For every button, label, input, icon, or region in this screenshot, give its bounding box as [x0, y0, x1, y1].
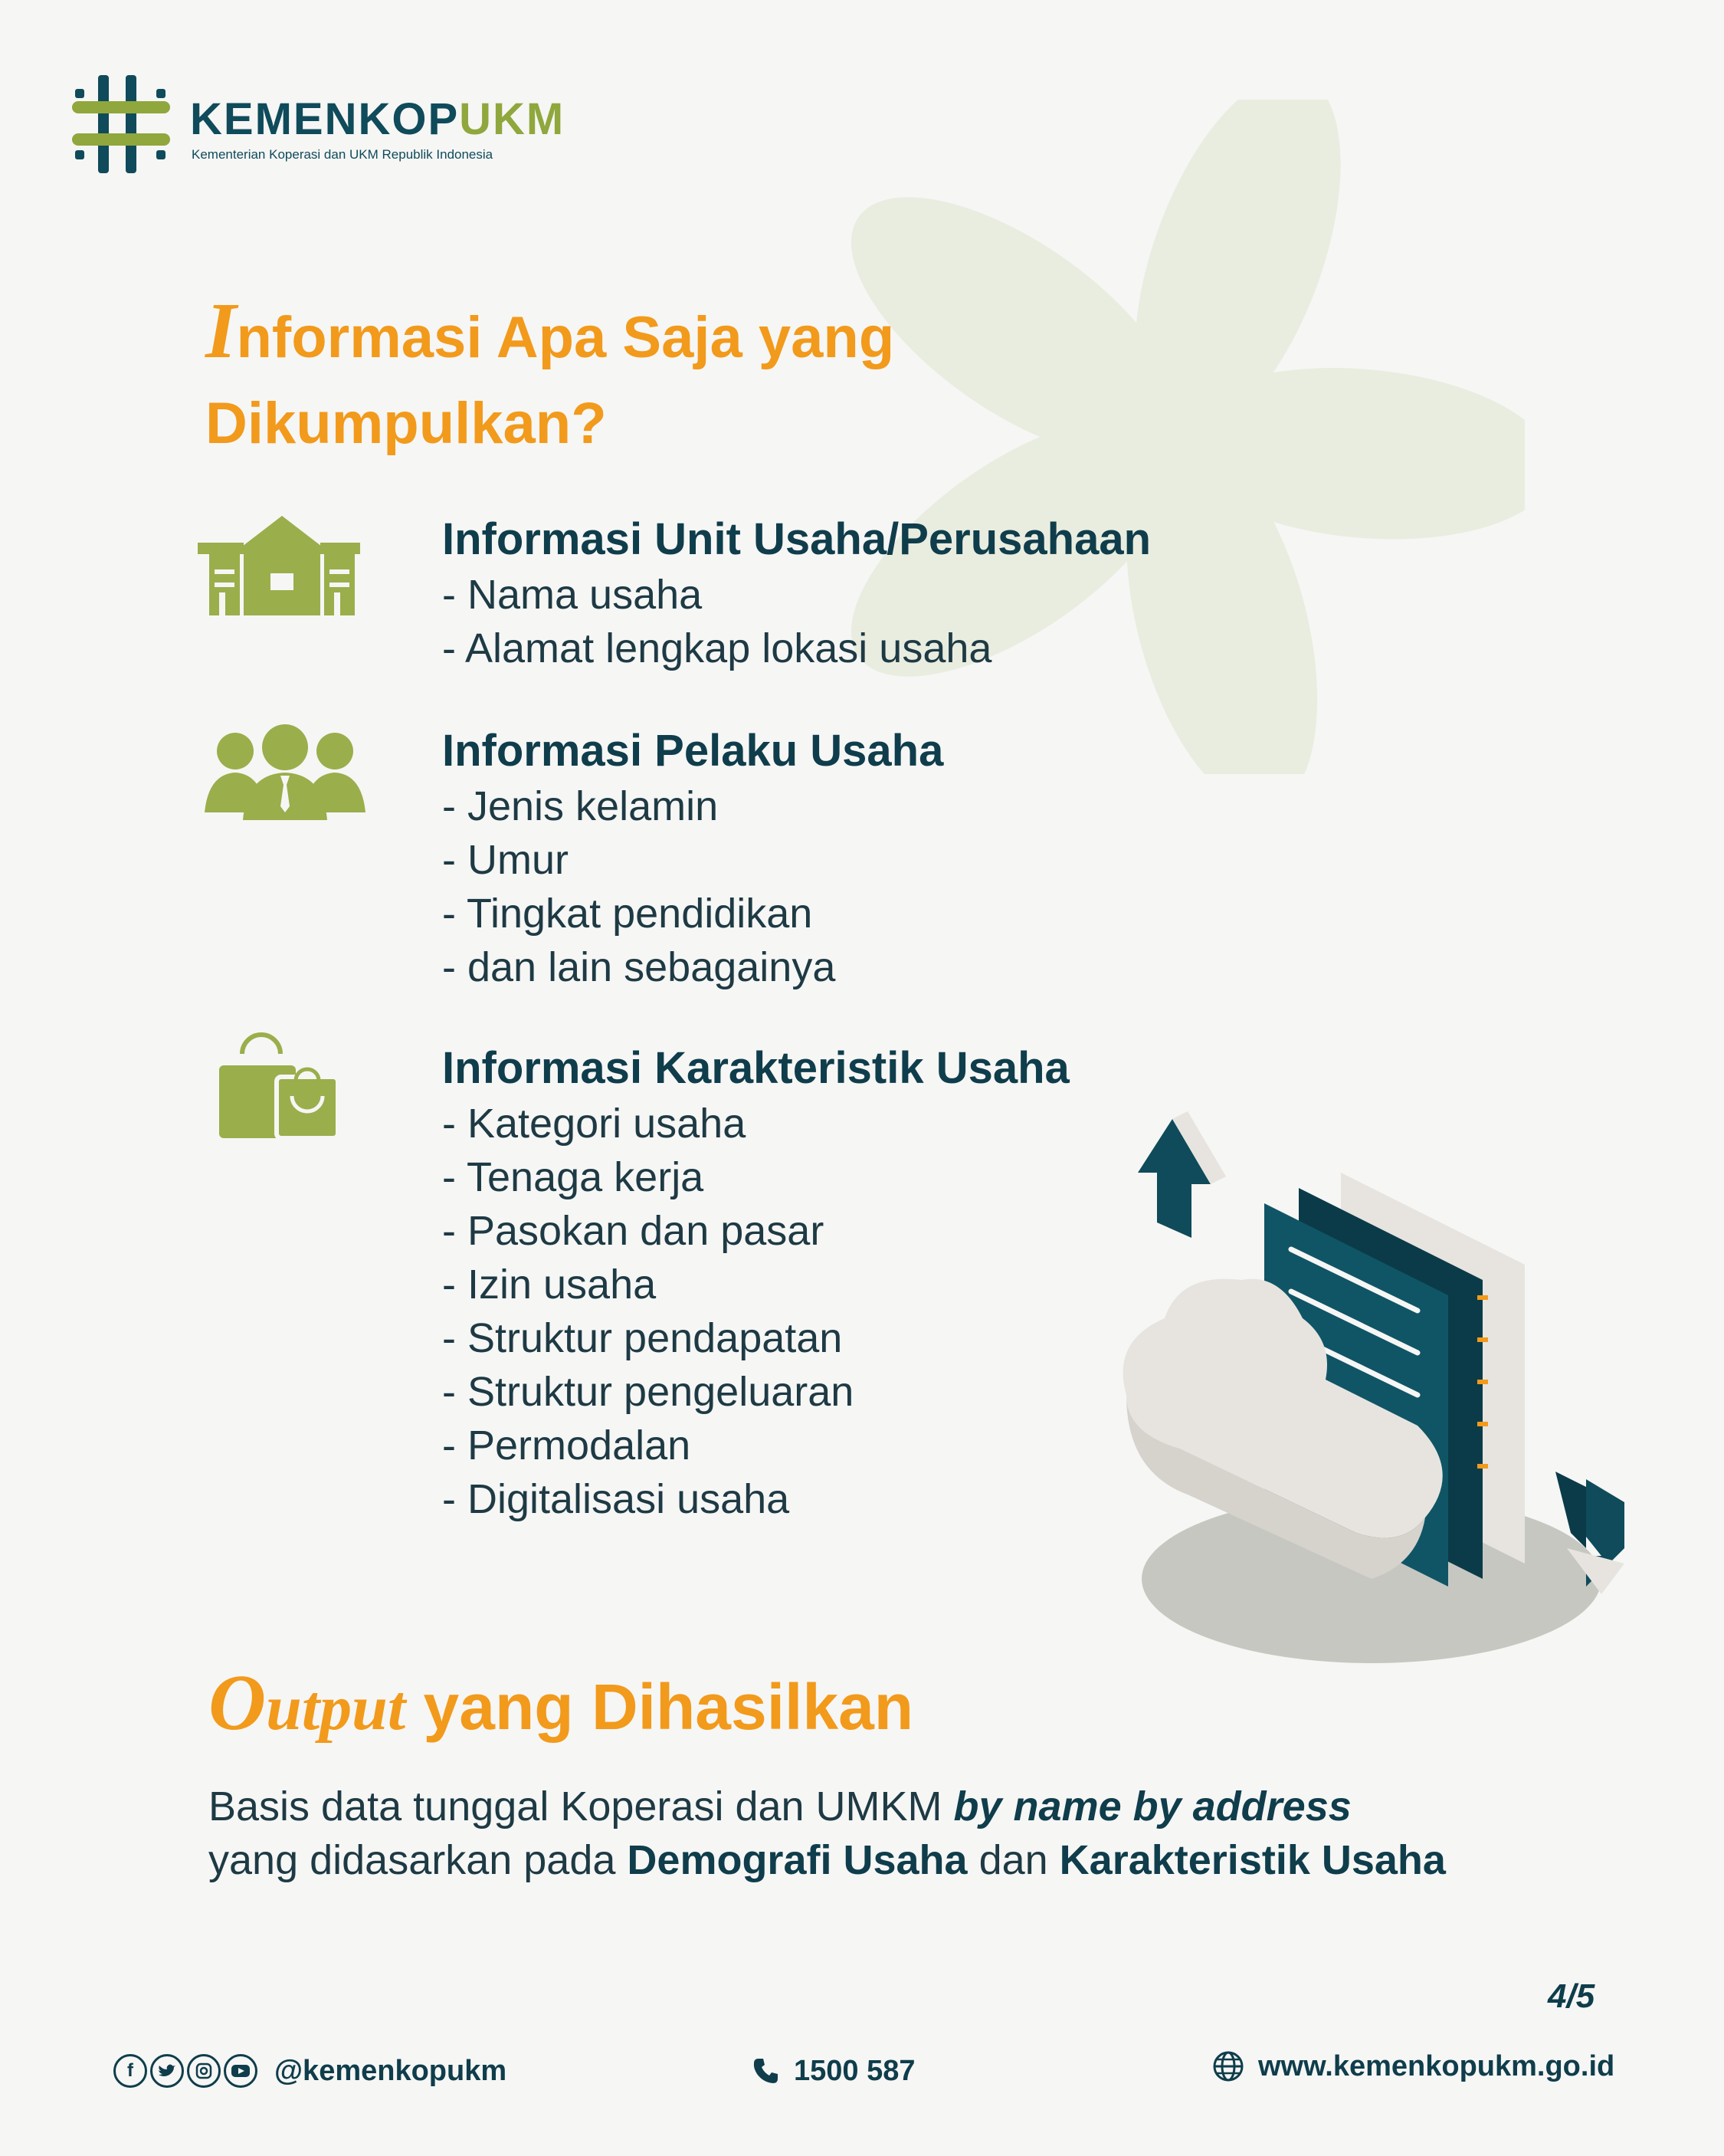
twitter-icon[interactable] — [150, 2054, 184, 2088]
facebook-icon[interactable]: f — [113, 2054, 147, 2088]
list-item: - dan lain sebagainya — [442, 944, 836, 990]
social-handle[interactable]: @kemenkopukm — [274, 2054, 507, 2087]
list-item: - Umur — [442, 837, 569, 883]
section-list — [442, 1097, 1070, 1526]
list-item: - Alamat lengkap lokasi usaha — [442, 625, 992, 671]
output-description — [208, 1780, 1446, 1887]
people-icon — [201, 720, 369, 828]
section-title: Informasi Karakteristik Usaha — [442, 1043, 1070, 1093]
list-item: - Kategori usaha — [442, 1101, 746, 1147]
list-item: - Pasokan dan pasar — [442, 1208, 824, 1254]
list-item: - Nama usaha — [442, 572, 703, 618]
output-line-2: yang didasarkan pada Demografi Usaha dan Karakteristik Usaha — [208, 1837, 1446, 1883]
section-title: Informasi Unit Usaha/Perusahaan — [442, 514, 1152, 564]
list-item: - Struktur pengeluaran — [442, 1369, 854, 1415]
cloud-database-illustration — [1096, 1088, 1647, 1686]
globe-icon — [1212, 2050, 1244, 2082]
section-pelaku-usaha — [442, 725, 943, 994]
brand-name: KEMENKOPUKM — [190, 94, 565, 144]
section-list — [442, 568, 1151, 675]
phone-icon — [752, 2057, 780, 2085]
list-item: - Struktur pendapatan — [442, 1315, 843, 1361]
list-item: - Tingkat pendidikan — [442, 891, 813, 937]
list-item: - Permodalan — [442, 1423, 691, 1469]
youtube-icon[interactable] — [224, 2054, 257, 2088]
website-contact — [1212, 2043, 1614, 2089]
section-karakteristik-usaha — [442, 1042, 1070, 1526]
page-title: Informasi Apa Saja yang Dikumpulkan? — [205, 287, 895, 456]
phone-number[interactable]: 1500 587 — [794, 2054, 916, 2087]
list-item: - Jenis kelamin — [442, 783, 719, 829]
list-item: - Izin usaha — [442, 1262, 657, 1308]
shopping-bags-icon — [211, 1031, 380, 1138]
brand-logo — [67, 71, 565, 178]
list-item: - Tenaga kerja — [442, 1154, 704, 1200]
output-heading: Output yang Dihasilkan — [208, 1659, 914, 1747]
instagram-icon[interactable] — [187, 2054, 221, 2088]
phone-contact — [752, 2048, 916, 2094]
section-unit-usaha — [442, 514, 1151, 675]
output-line-1: Basis data tunggal Koperasi dan UMKM by name by address — [208, 1784, 1352, 1829]
section-list — [442, 779, 943, 994]
buildings-icon — [198, 512, 366, 619]
website-link[interactable]: www.kemenkopukm.go.id — [1258, 2049, 1615, 2082]
section-title: Informasi Pelaku Usaha — [442, 726, 944, 776]
list-item: - Digitalisasi usaha — [442, 1476, 790, 1522]
brand-tagline: Kementerian Koperasi dan UKM Republik Indonesia — [192, 147, 493, 162]
kemenkop-logo-icon — [67, 71, 175, 178]
social-links — [113, 2048, 506, 2094]
page-number: 4/5 — [1548, 1977, 1595, 2015]
